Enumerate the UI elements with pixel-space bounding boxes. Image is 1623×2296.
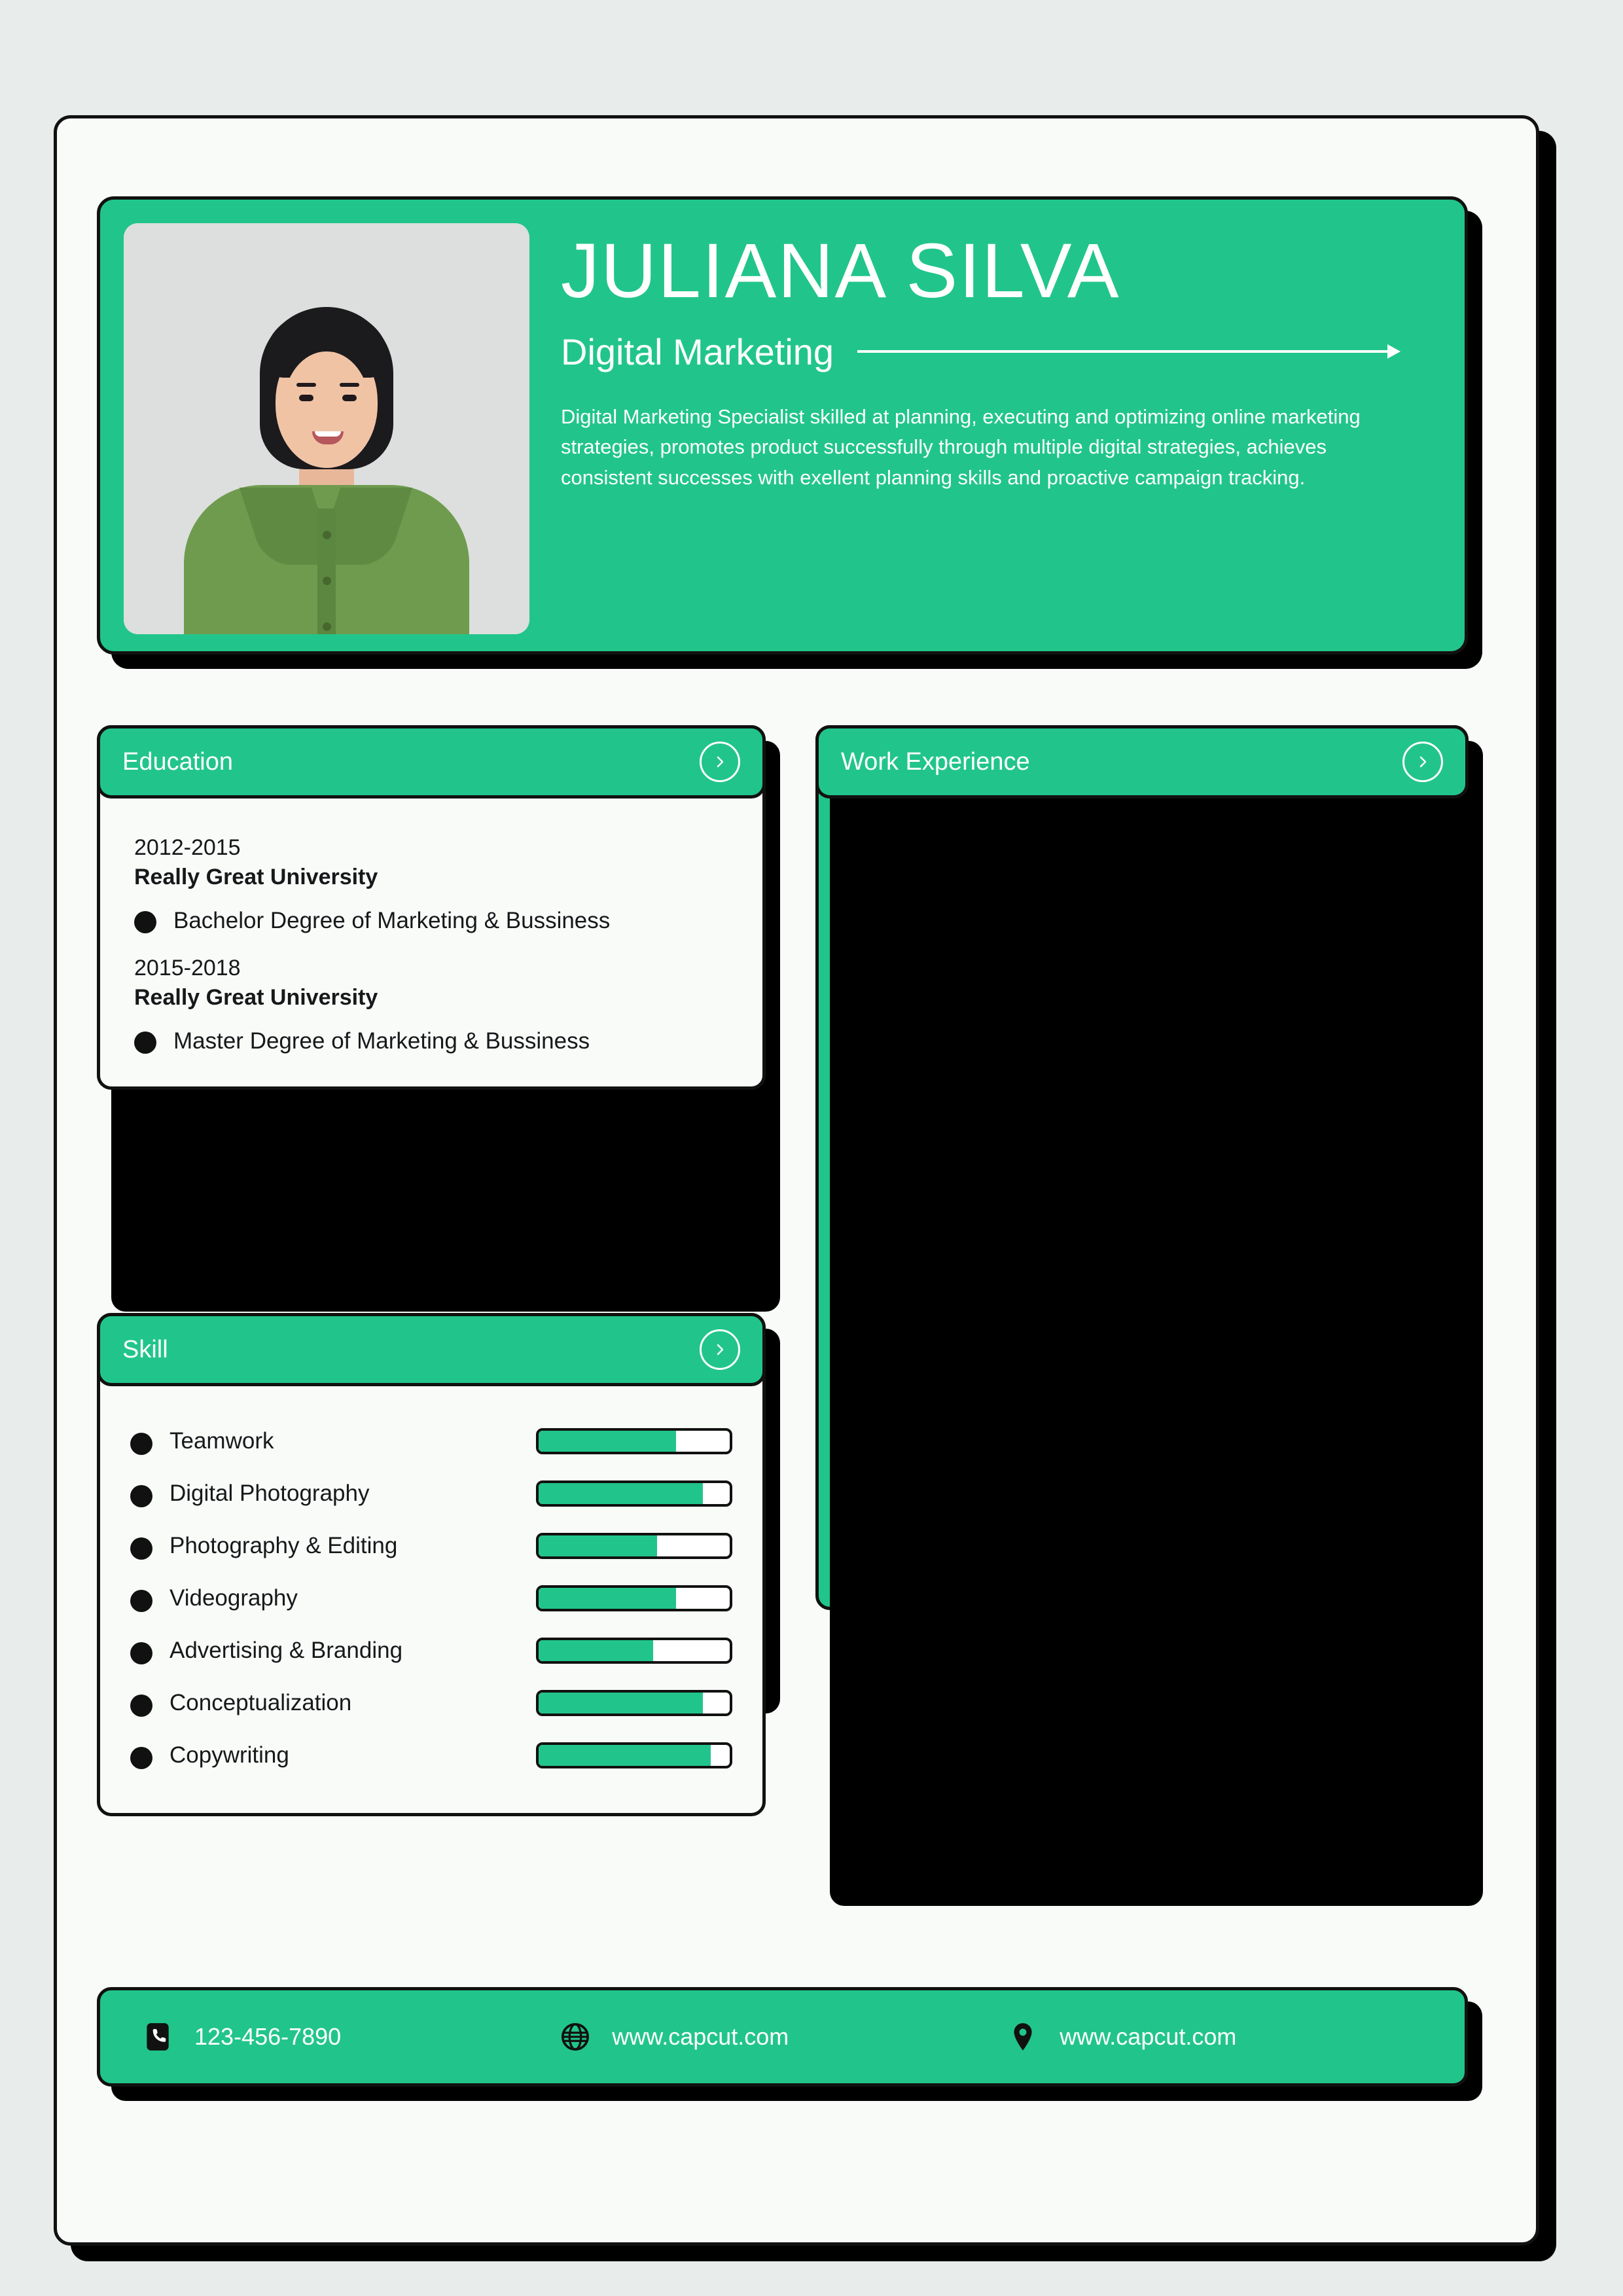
content-columns xyxy=(97,725,1468,1768)
skill-label: Copywriting xyxy=(169,1742,289,1768)
website-label: www.capcut.com xyxy=(612,2023,789,2050)
skill-bar xyxy=(536,1428,732,1454)
work-header xyxy=(815,725,1469,798)
education-entry xyxy=(134,956,728,1056)
skill-list xyxy=(100,1386,762,1813)
profile-photo xyxy=(124,223,529,634)
chevron-right-icon[interactable] xyxy=(1402,742,1443,782)
skill-bar-fill xyxy=(539,1535,657,1556)
page-title: JULIANA SILVA xyxy=(561,228,1120,314)
education-school: Really Great University xyxy=(134,865,378,889)
education-detail-row xyxy=(134,1026,728,1056)
globe-icon xyxy=(557,2018,594,2055)
skill-label: Videography xyxy=(169,1585,298,1611)
bullet-icon xyxy=(130,1537,152,1560)
skill-bar-fill xyxy=(539,1693,703,1713)
contact-phone[interactable] xyxy=(139,2018,341,2055)
skill-label: Conceptualization xyxy=(169,1690,352,1715)
skill-label: Photography & Editing xyxy=(169,1533,398,1558)
left-column xyxy=(97,725,766,1768)
bullet-icon xyxy=(130,1433,152,1455)
skill-bar xyxy=(536,1690,732,1716)
skill-title: Skill xyxy=(122,1335,168,1363)
skill-section xyxy=(97,1313,766,1816)
skill-header xyxy=(97,1313,766,1386)
skill-bar-fill xyxy=(539,1640,653,1661)
skill-bar xyxy=(536,1638,732,1664)
education-years: 2012-2015 xyxy=(134,835,241,860)
bullet-icon xyxy=(134,1031,156,1054)
education-years: 2015-2018 xyxy=(134,956,241,981)
education-title: Education xyxy=(122,747,234,776)
address-label: www.capcut.com xyxy=(1060,2023,1237,2050)
right-column xyxy=(815,725,1469,1610)
education-detail: Master Degree of Marketing & Bussiness xyxy=(173,1028,590,1054)
arrow-right-icon xyxy=(857,350,1400,353)
education-entry xyxy=(134,835,728,936)
skill-item xyxy=(130,1572,732,1624)
skill-bar-fill xyxy=(539,1483,703,1504)
bullet-icon xyxy=(130,1485,152,1507)
skill-bar xyxy=(536,1533,732,1559)
skill-item xyxy=(130,1467,732,1520)
phone-icon xyxy=(139,2018,176,2055)
skill-label: Advertising & Branding xyxy=(169,1638,403,1663)
chevron-right-icon[interactable] xyxy=(700,742,740,782)
work-title: Work Experience xyxy=(841,747,1030,776)
education-section xyxy=(97,725,766,1090)
bullet-icon xyxy=(130,1590,152,1612)
skill-bar-fill xyxy=(539,1588,676,1609)
skill-item xyxy=(130,1677,732,1729)
role-row xyxy=(561,331,1441,373)
skill-bar-fill xyxy=(539,1431,676,1452)
skill-bar-fill xyxy=(539,1745,711,1766)
skill-bar xyxy=(536,1480,732,1507)
bullet-icon xyxy=(134,911,156,933)
footer-contact-bar xyxy=(97,1987,1468,2087)
education-header xyxy=(97,725,766,798)
phone-label: 123-456-7890 xyxy=(194,2023,342,2050)
contact-website[interactable] xyxy=(557,2018,789,2055)
skill-item xyxy=(130,1624,732,1677)
contact-address[interactable] xyxy=(1005,2018,1236,2055)
profile-summary: Digital Marketing Specialist skilled at planning, executing and optimizing online marketing strategies, promotes product successfully through multiple digital strategies, achieves consistent successes with exellent planning skills and proactive campaign tracking. xyxy=(561,404,1361,489)
bullet-icon xyxy=(130,1695,152,1717)
education-school: Really Great University xyxy=(134,985,378,1011)
skill-label: Digital Photography xyxy=(169,1480,370,1506)
job-role: Digital Marketing xyxy=(561,331,834,372)
location-pin-icon xyxy=(1005,2018,1041,2055)
skill-item xyxy=(130,1729,732,1782)
skill-bar xyxy=(536,1585,732,1611)
education-body xyxy=(100,798,762,1086)
work-shadow xyxy=(830,741,1483,1906)
education-detail-row xyxy=(134,906,728,936)
skill-label: Teamwork xyxy=(169,1428,274,1454)
skill-item xyxy=(130,1520,732,1572)
skill-item xyxy=(130,1415,732,1467)
bullet-icon xyxy=(130,1747,152,1769)
skill-bar xyxy=(536,1742,732,1768)
header-banner xyxy=(97,196,1468,655)
chevron-right-icon[interactable] xyxy=(700,1329,740,1370)
education-detail: Bachelor Degree of Marketing & Bussiness xyxy=(173,908,611,933)
bullet-icon xyxy=(130,1642,152,1664)
